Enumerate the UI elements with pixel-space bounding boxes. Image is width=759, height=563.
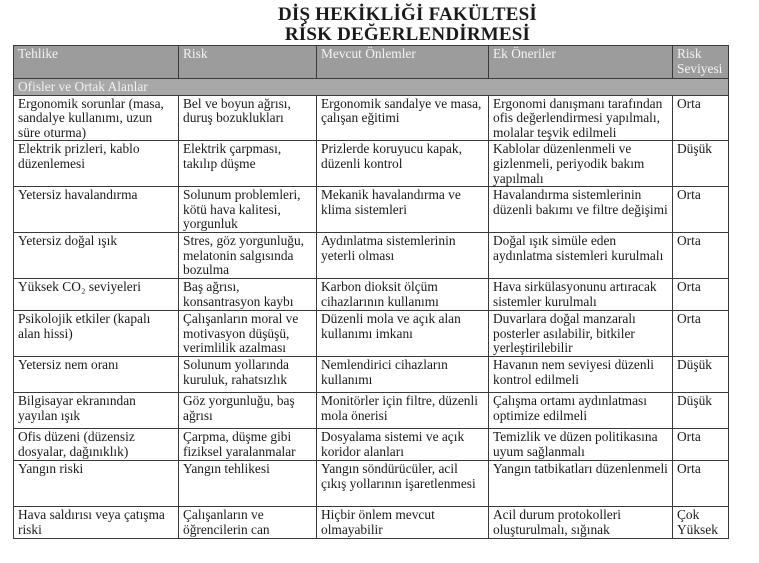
- cell-suggestions: Kablolar düzenlenmeli ve gizlenmeli, periyodik bakım yapılmalı: [489, 141, 673, 187]
- cell-hazard: Yangın riski: [14, 461, 179, 507]
- cell-risk: Yangın tehlikesi: [179, 461, 317, 507]
- table-row: [14, 141, 729, 187]
- cell-hazard: Yüksek CO₂ seviyeleri: [14, 279, 179, 311]
- cell-risk: Solunum yollarında kuruluk, rahatsızlık: [179, 357, 317, 393]
- cell-risk-level: Orta: [673, 279, 729, 311]
- section-row: [14, 79, 729, 96]
- cell-risk: Çarpma, düşme gibi fiziksel yaralanmalar: [179, 429, 317, 461]
- table-row: [14, 461, 729, 507]
- cell-hazard: Hava saldırısı veya çatışma riski: [14, 507, 179, 539]
- cell-risk: Stres, göz yorgunluğu, melatonin salgısında bozulma: [179, 233, 317, 279]
- cell-risk: Çalışanların ve öğrencilerin can: [179, 507, 317, 539]
- cell-suggestions: Havanın nem seviyesi düzenli kontrol edilmeli: [489, 357, 673, 393]
- table-row: [14, 279, 729, 311]
- cell-risk-level: Orta: [673, 95, 729, 141]
- header-risk-level: Risk Seviyesi: [673, 46, 729, 79]
- cell-current-measures: Hiçbir önlem mevcut olmayabilir: [317, 507, 489, 539]
- cell-suggestions: Doğal ışık simüle eden aydınlatma sistemleri kurulmalı: [489, 233, 673, 279]
- cell-current-measures: Düzenli mola ve açık alan kullanımı imkanı: [317, 311, 489, 357]
- cell-suggestions: Temizlik ve düzen politikasına uyum sağlanmalı: [489, 429, 673, 461]
- cell-risk-level: Çok Yüksek: [673, 507, 729, 539]
- cell-suggestions: Duvarlara doğal manzaralı posterler asılabilir, bitkiler yerleştirilebilir: [489, 311, 673, 357]
- cell-suggestions: Acil durum protokolleri oluşturulmalı, sığınak: [489, 507, 673, 539]
- table-row: [14, 187, 729, 233]
- cell-hazard: Ofis düzeni (düzensiz dosyalar, dağınıklık): [14, 429, 179, 461]
- risk-assessment-table: [13, 45, 729, 539]
- document-title: DİŞ HEKİKLİĞİ FAKÜLTESİ: [277, 4, 538, 25]
- cell-current-measures: Aydınlatma sistemlerinin yeterli olması: [317, 233, 489, 279]
- cell-risk: Bel ve boyun ağrısı, duruş bozuklukları: [179, 95, 317, 141]
- cell-risk-level: Orta: [673, 187, 729, 233]
- header-suggestions: Ek Öneriler: [489, 46, 673, 79]
- cell-hazard: Yetersiz nem oranı: [14, 357, 179, 393]
- cell-current-measures: Dosyalama sistemi ve açık koridor alanları: [317, 429, 489, 461]
- cell-current-measures: Mekanik havalandırma ve klima sistemleri: [317, 187, 489, 233]
- cell-hazard: Yetersiz havalandırma: [14, 187, 179, 233]
- cell-current-measures: Ergonomik sandalye ve masa, çalışan eğitimi: [317, 95, 489, 141]
- cell-suggestions: Çalışma ortamı aydınlatması optimize edilmeli: [489, 393, 673, 429]
- header-risk: Risk: [179, 46, 317, 79]
- document-subtitle: RİSK DEĞERLENDİRMESİ: [284, 24, 531, 45]
- table-row: [14, 233, 729, 279]
- cell-current-measures: Karbon dioksit ölçüm cihazlarının kullanımı: [317, 279, 489, 311]
- table-row: [14, 507, 729, 539]
- cell-risk: Baş ağrısı, konsantrasyon kaybı: [179, 279, 317, 311]
- cell-risk-level: Orta: [673, 233, 729, 279]
- cell-suggestions: Yangın tatbikatları düzenlenmeli: [489, 461, 673, 507]
- cell-suggestions: Havalandırma sistemlerinin düzenli bakımı ve filtre değişimi: [489, 187, 673, 233]
- cell-hazard: Psikolojik etkiler (kapalı alan hissi): [14, 311, 179, 357]
- cell-suggestions: Ergonomi danışmanı tarafından ofis değerlendirmesi yapılmalı, molalar teşvik edilmeli: [489, 95, 673, 141]
- cell-risk-level: Düşük: [673, 393, 729, 429]
- cell-current-measures: Prizlerde koruyucu kapak, düzenli kontrol: [317, 141, 489, 187]
- cell-risk: Göz yorgunluğu, baş ağrısı: [179, 393, 317, 429]
- cell-hazard: Yetersiz doğal ışık: [14, 233, 179, 279]
- cell-risk-level: Düşük: [673, 141, 729, 187]
- cell-risk: Çalışanların moral ve motivasyon düşüşü, verimlilik azalması: [179, 311, 317, 357]
- table-header-row: [14, 46, 729, 79]
- cell-current-measures: Monitörler için filtre, düzenli mola önerisi: [317, 393, 489, 429]
- table-row: [14, 357, 729, 393]
- cell-current-measures: Yangın söndürücüler, acil çıkış yollarının işaretlenmesi: [317, 461, 489, 507]
- cell-risk-level: Orta: [673, 461, 729, 507]
- cell-risk-level: Orta: [673, 429, 729, 461]
- cell-risk: Elektrik çarpması, takılıp düşme: [179, 141, 317, 187]
- cell-hazard: Elektrik prizleri, kablo düzenlemesi: [14, 141, 179, 187]
- header-hazard: Tehlike: [14, 46, 179, 79]
- table-row: [14, 311, 729, 357]
- cell-risk-level: Düşük: [673, 357, 729, 393]
- cell-hazard: Bilgisayar ekranından yayılan ışık: [14, 393, 179, 429]
- table-row: [14, 393, 729, 429]
- cell-suggestions: Hava sirkülasyonunu artıracak sistemler kurulmalı: [489, 279, 673, 311]
- cell-current-measures: Nemlendirici cihazların kullanımı: [317, 357, 489, 393]
- cell-risk-level: Orta: [673, 311, 729, 357]
- header-current-measures: Mevcut Önlemler: [317, 46, 489, 79]
- section-label: Ofisler ve Ortak Alanlar: [14, 79, 729, 96]
- cell-risk: Solunum problemleri, kötü hava kalitesi, yorgunluk: [179, 187, 317, 233]
- cell-hazard: Ergonomik sorunlar (masa, sandalye kullanımı, uzun süre oturma): [14, 95, 179, 141]
- table-row: [14, 429, 729, 461]
- table-row: [14, 95, 729, 141]
